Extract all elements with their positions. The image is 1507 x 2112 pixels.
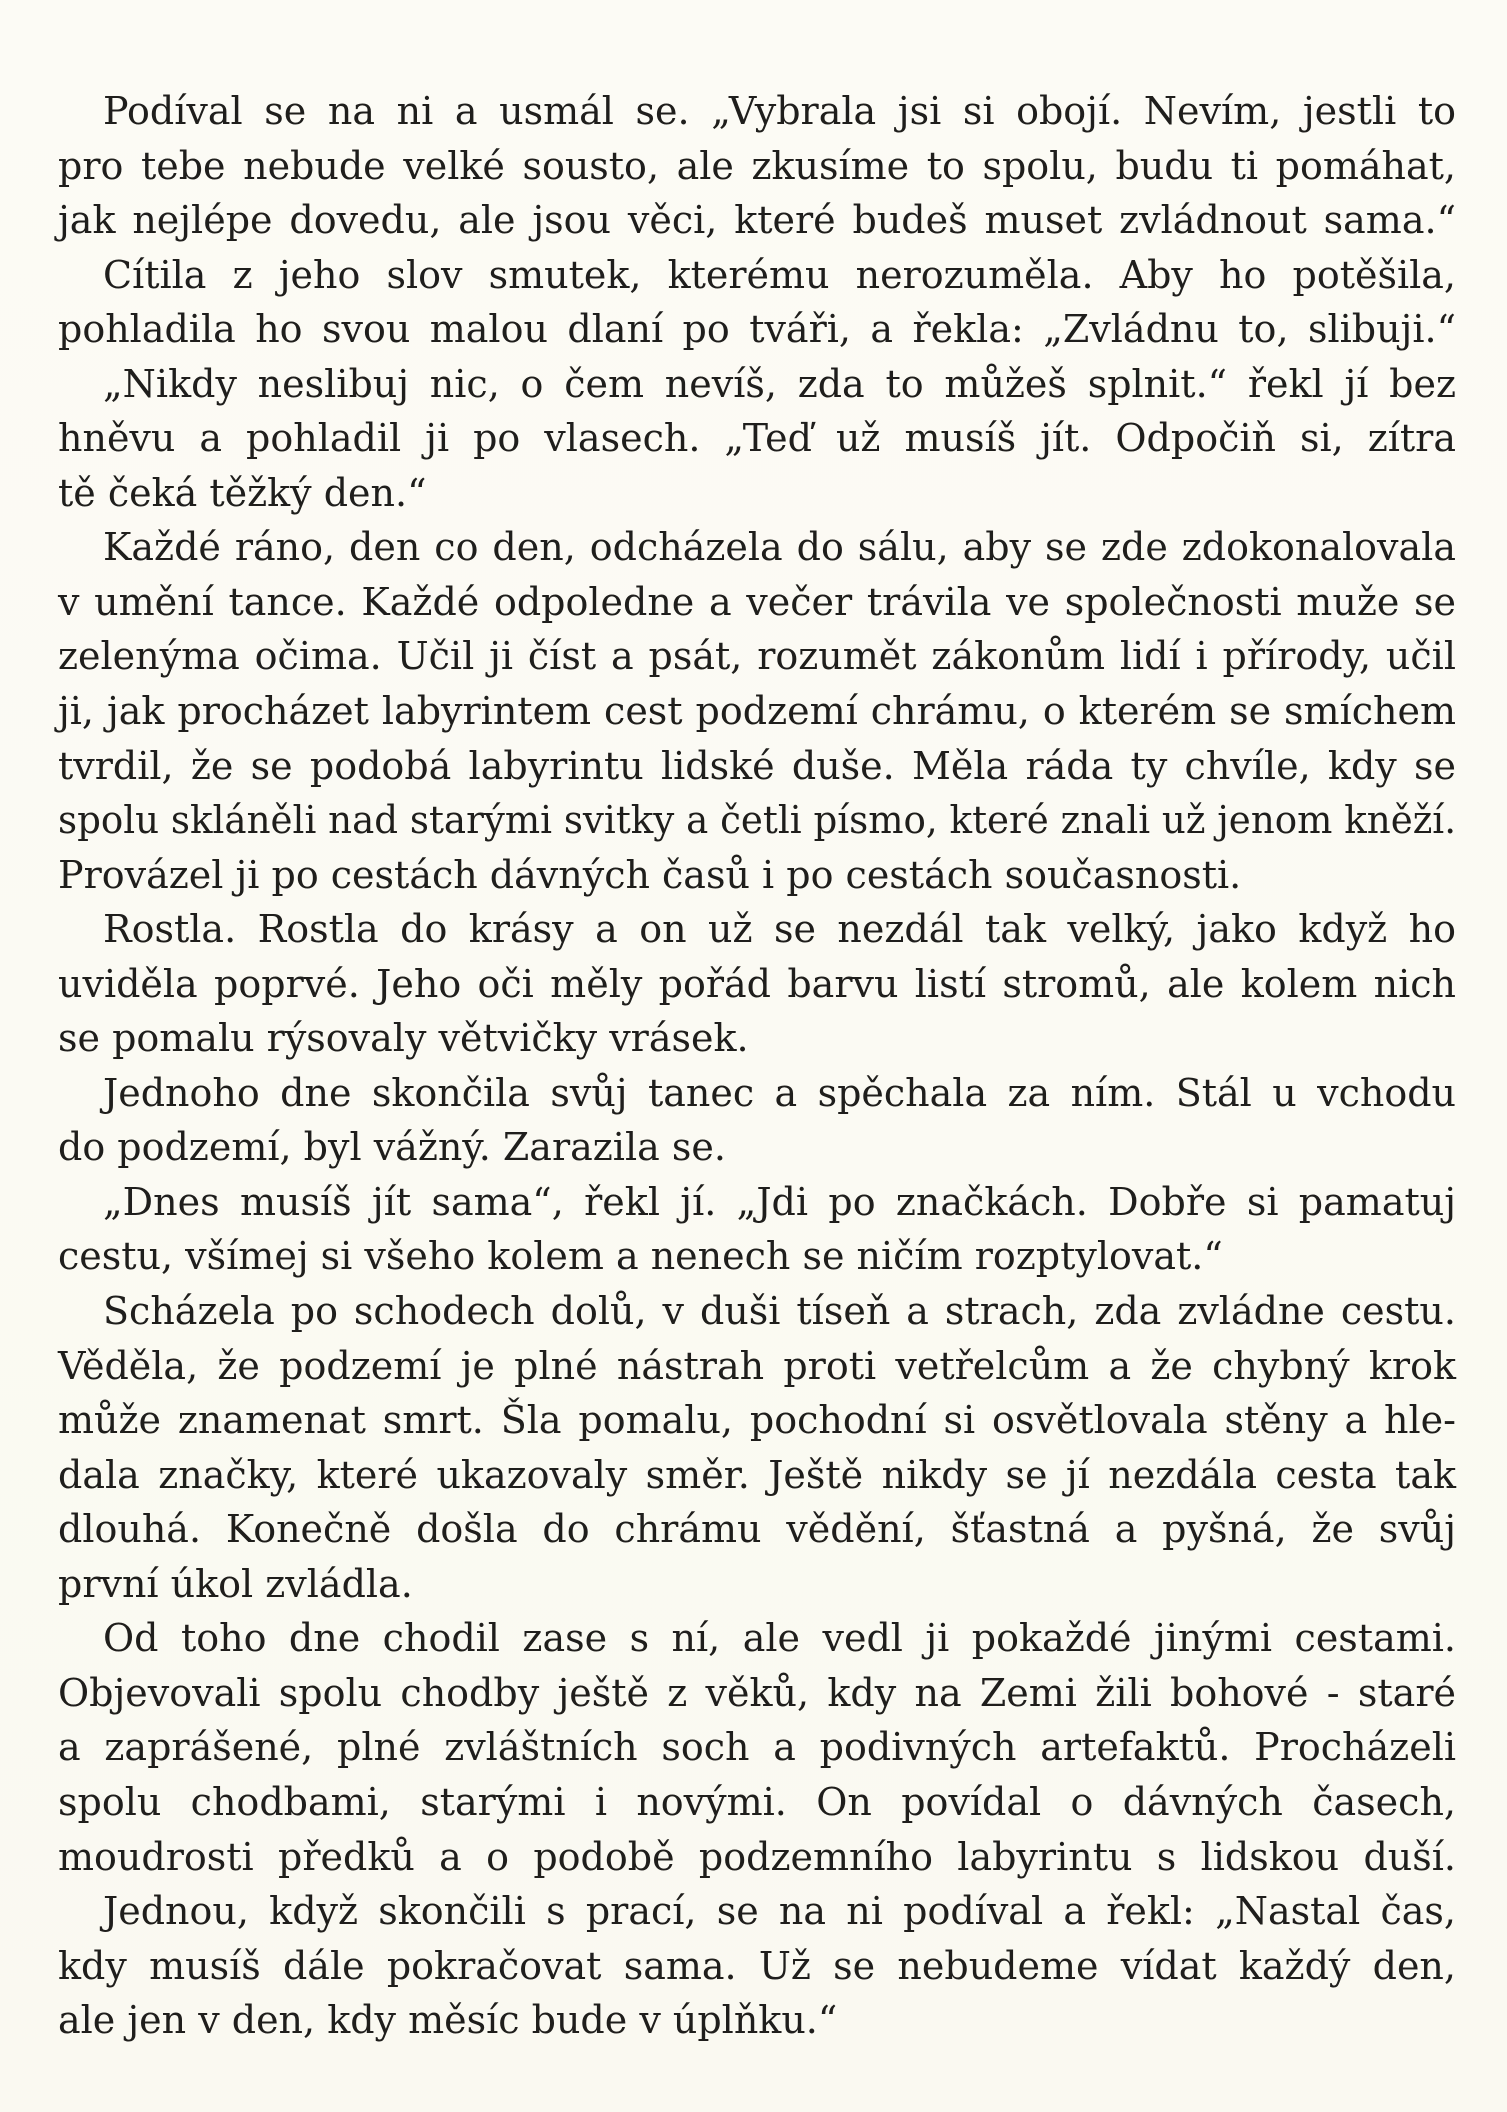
text-line: pro tebe nebude velké sousto, ale zkusíme to spolu, budu ti pomáhat,: [58, 143, 1456, 188]
text-line: Věděla, že podzemí je plné nástrah proti vetřelcům a že chybný krok: [58, 1343, 1456, 1388]
text-line: se pomalu rýsovaly větvičky vrásek.: [58, 1016, 749, 1061]
text-line: spolu skláněli nad starými svitky a četli písmo, které znali už jenom kněží.: [58, 798, 1457, 843]
text-line: zelenýma očima. Učil ji číst a psát, rozumět zákonům lidí i přírody, učil: [58, 634, 1456, 679]
text-line: a zaprášené, plné zvláštních soch a podivných artefaktů. Procházeli: [58, 1725, 1456, 1770]
paragraph: [58, 1884, 1456, 2048]
paragraph: [58, 1175, 1456, 1284]
text-line: Objevovali spolu chodby ještě z věků, kdy na Zemi žili bohové - staré: [58, 1670, 1456, 1715]
paragraph: [58, 84, 1456, 248]
paragraph: [58, 1284, 1456, 1611]
text-line: spolu chodbami, starými i novými. On povídal o dávných časech,: [58, 1779, 1456, 1824]
text-line: hněvu a pohladil ji po vlasech. „Teď už musíš jít. Odpočiň si, zítra: [58, 416, 1456, 461]
text-line: jak nejlépe dovedu, ale jsou věci, které budeš muset zvládnout sama.“: [58, 198, 1456, 243]
text-line: cestu, všímej si všeho kolem a nenech se ničím rozptylovat.“: [58, 1234, 1223, 1279]
text-line: Každé ráno, den co den, odcházela do sálu, aby se zde zdokonalovala: [103, 525, 1456, 570]
text-line: dala značky, které ukazovaly směr. Ještě nikdy se jí nezdála cesta tak: [58, 1452, 1456, 1497]
text-line: Cítila z jeho slov smutek, kterému nerozuměla. Aby ho potěšila,: [103, 252, 1456, 297]
text-line: Od toho dne chodil zase s ní, ale vedl ji pokaždé jinými cestami.: [103, 1616, 1456, 1661]
text-line: pohladila ho svou malou dlaní po tváři, a řekla: „Zvládnu to, slibuji.“: [58, 307, 1456, 352]
paragraph: [58, 1611, 1456, 1884]
text-line: kdy musíš dále pokračovat sama. Už se nebudeme vídat každý den,: [58, 1943, 1456, 1988]
paragraph: [58, 357, 1456, 521]
page-text: [58, 84, 1456, 2048]
text-line: dlouhá. Konečně došla do chrámu vědění, šťastná a pyšná, že svůj: [58, 1507, 1456, 1552]
text-line: „Nikdy neslibuj nic, o čem nevíš, zda to můžeš splnit.“ řekl jí bez: [103, 361, 1456, 406]
text-line: Jednou, když skončili s prací, se na ni podíval a řekl: „Nastal čas,: [103, 1889, 1456, 1934]
text-line: tvrdil, že se podobá labyrintu lidské duše. Měla ráda ty chvíle, kdy se: [58, 743, 1456, 788]
paragraph: [58, 1066, 1456, 1175]
text-line: do podzemí, byl vážný. Zarazila se.: [58, 1125, 726, 1170]
text-line: první úkol zvládla.: [58, 1561, 413, 1606]
text-line: Provázel ji po cestách dávných časů i po cestách současnosti.: [58, 852, 1242, 897]
text-line: Podíval se na ni a usmál se. „Vybrala jsi si obojí. Nevím, jestli to: [103, 89, 1456, 133]
text-line: uviděla poprvé. Jeho oči měly pořád barvu listí stromů, ale kolem nich: [58, 961, 1456, 1006]
paragraph: [58, 520, 1456, 902]
text-line: „Dnes musíš jít sama“, řekl jí. „Jdi po značkách. Dobře si pamatuj: [103, 1179, 1456, 1224]
text-line: tě čeká těžký den.“: [58, 470, 427, 515]
text-line: může znamenat smrt. Šla pomalu, pochodní si osvětlovala stěny a hle-: [58, 1398, 1456, 1443]
paragraph: [58, 902, 1456, 1066]
text-line: Rostla. Rostla do krásy a on už se nezdál tak velký, jako když ho: [103, 907, 1456, 952]
text-line: v umění tance. Každé odpoledne a večer trávila ve společnosti muže se: [58, 579, 1456, 624]
text-line: ji, jak procházet labyrintem cest podzemí chrámu, o kterém se smíchem: [58, 689, 1456, 734]
text-line: moudrosti předků a o podobě podzemního labyrintu s lidskou duší.: [58, 1834, 1456, 1879]
text-line: Scházela po schodech dolů, v duši tíseň a strach, zda zvládne cestu.: [103, 1289, 1456, 1334]
text-line: Jednoho dne skončila svůj tanec a spěchala za ním. Stál u vchodu: [103, 1070, 1456, 1115]
paragraph: [58, 248, 1456, 357]
text-line: ale jen v den, kdy měsíc bude v úplňku.“: [58, 1998, 838, 2043]
